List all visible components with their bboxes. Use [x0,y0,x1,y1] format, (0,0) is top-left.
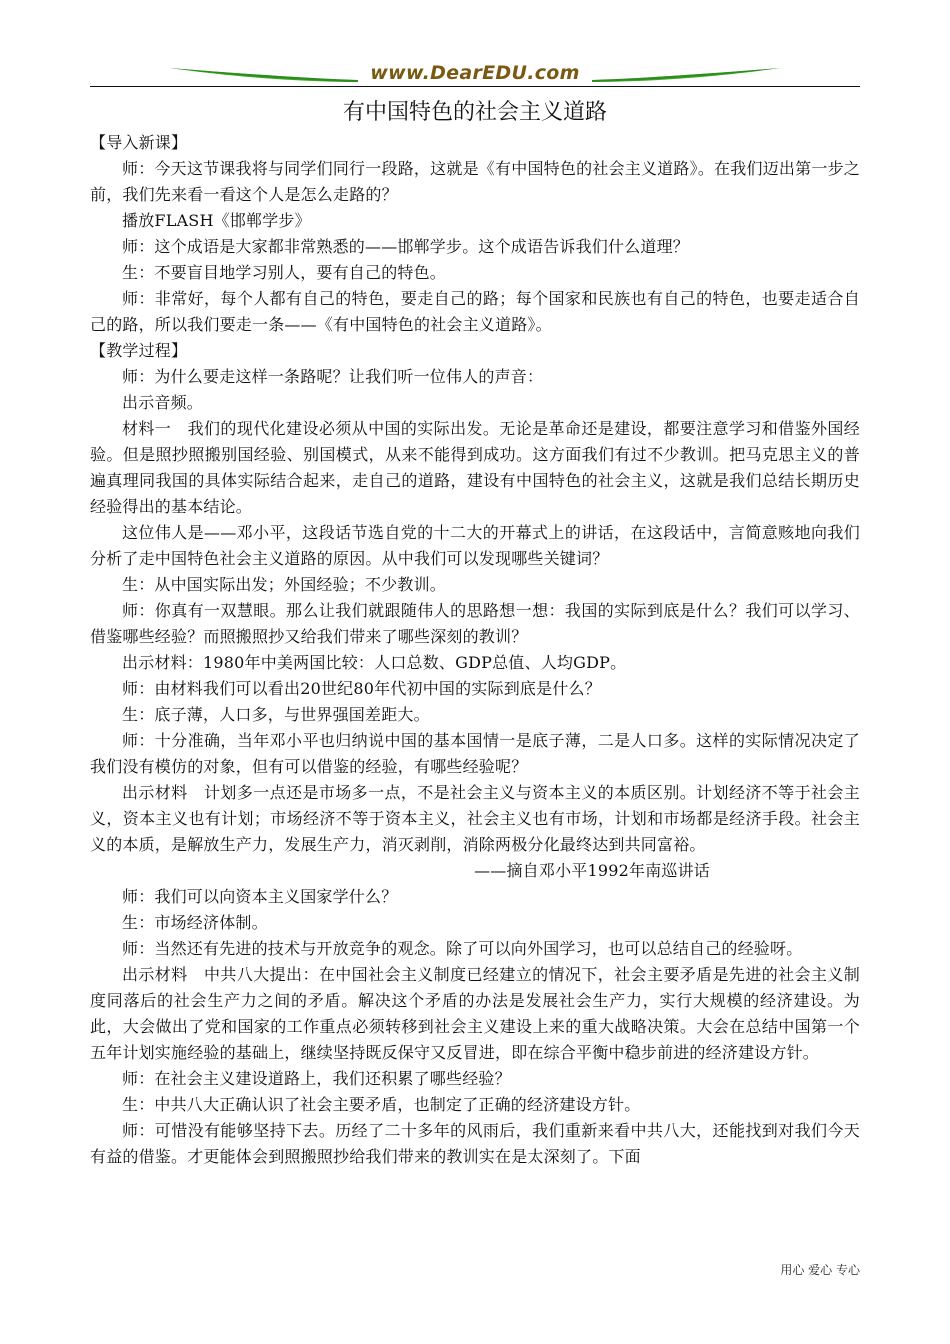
body-paragraph: 师：十分准确，当年邓小平也归纳说中国的基本国情一是底子薄，二是人口多。这样的实际情况决定了我们没有模仿的对象，但有可以借鉴的经验，有哪些经验呢？ [90,731,860,776]
body-paragraph: 师：由材料我们可以看出20世纪80年代初中国的实际到底是什么？ [122,679,601,698]
body-paragraph: 师：可惜没有能够坚持下去。历经了二十多年的风雨后，我们重新来看中共八大，还能找到对我们今天有益的借鉴。才更能体会到照搬照抄给我们带来的教训实在是太深刻了。下面 [90,1121,860,1166]
body-paragraph: 播放FLASH《邯郸学步》 [122,211,311,230]
source-citation: ——摘自邓小平1992年南巡讲话 [474,861,710,880]
body-paragraph: 出示材料 计划多一点还是市场多一点，不是社会主义与资本主义的本质区别。计划经济不等于社会主义，资本主义也有计划；市场经济不等于资本主义，社会主义也有市场，计划和市场都是经济手段。社会主义的本质，是解放生产力，发展生产力，消灭剥削，消除两极分化最终达到共同富裕。 [90,783,860,854]
body-paragraph: 这位伟人是——邓小平，这段话节选自党的十二大的开幕式上的讲话，在这段话中，言简意赅地向我们分析了走中国特色社会主义道路的原因。从中我们可以发现哪些关键词？ [90,523,860,568]
body-paragraph: 师：为什么要走这样一条路呢？让我们听一位伟人的声音： [122,367,544,386]
section-heading: 【教学过程】 [90,341,188,360]
section-heading: 【导入新课】 [90,133,188,152]
body-paragraph: 生：市场经济体制。 [122,913,268,932]
header-divider [90,86,860,87]
site-logo-text: www.DearEDU.com [370,62,580,84]
body-paragraph: 出示材料 中共八大提出：在中国社会主义制度已经建立的情况下，社会主要矛盾是先进的社会主义制度同落后的社会生产力之间的矛盾。解决这个矛盾的办法是发展社会生产力，实行大规模的经济建设。为此，大会做出了党和国家的工作重点必须转移到社会主义建设上来的重大战略决策。大会在总结中国第一个五年计划实施经验的基础上，继续坚持既反保守又反冒进，即在综合平衡中稳步前进的经济建设方针。 [90,965,860,1062]
body-paragraph: 师：你真有一双慧眼。那么让我们就跟随伟人的思路想一想：我国的实际到底是什么？我们可以学习、借鉴哪些经验？而照搬照抄又给我们带来了哪些深刻的教训？ [90,601,860,646]
body-paragraph: 师：今天这节课我将与同学们同行一段路，这就是《有中国特色的社会主义道路》。在我们迈出第一步之前，我们先来看一看这个人是怎么走路的？ [90,159,860,204]
body-paragraph: 材料一 我们的现代化建设必须从中国的实际出发。无论是革命还是建设，都要注意学习和借鉴外国经验。但是照抄照搬别国经验、别国模式，从来不能得到成功。这方面我们有过不少教训。把马克思主义的普遍真理同我国的具体实际结合起来，走自己的道路，建设有中国特色的社会主义，这就是我们总结长期历史经验得出的基本结论。 [90,419,860,516]
body-paragraph: 出示材料：1980年中美两国比较：人口总数、GDP总值、人均GDP。 [122,653,627,672]
body-paragraph: 生：中共八大正确认识了社会主要矛盾，也制定了正确的经济建设方针。 [122,1095,641,1114]
body-paragraph: 师：在社会主义建设道路上，我们还积累了哪些经验？ [122,1069,511,1088]
body-paragraph: 师：当然还有先进的技术与开放竞争的观念。除了可以向外国学习，也可以总结自己的经验呀。 [122,939,803,958]
body-paragraph: 生：底子薄，人口多，与世界强国差距大。 [122,705,430,724]
document-body [90,130,860,1170]
body-paragraph: 出示音频。 [122,393,204,412]
body-paragraph: 生：不要盲目地学习别人，要有自己的特色。 [122,263,447,282]
site-header-banner [90,58,860,98]
body-paragraph: 生：从中国实际出发；外国经验；不少教训。 [122,575,447,594]
body-paragraph: 师：这个成语是大家都非常熟悉的——邯郸学步。这个成语告诉我们什么道理？ [122,237,690,256]
body-paragraph: 师：非常好，每个人都有自己的特色，要走自己的路；每个国家和民族也有自己的特色，也要走适合自己的路，所以我们要走一条——《有中国特色的社会主义道路》。 [90,289,860,334]
page-footer: 用心 爱心 专心 [780,1263,860,1277]
body-paragraph: 师：我们可以向资本主义国家学什么？ [122,887,398,906]
document-title: 有中国特色的社会主义道路 [342,100,607,125]
